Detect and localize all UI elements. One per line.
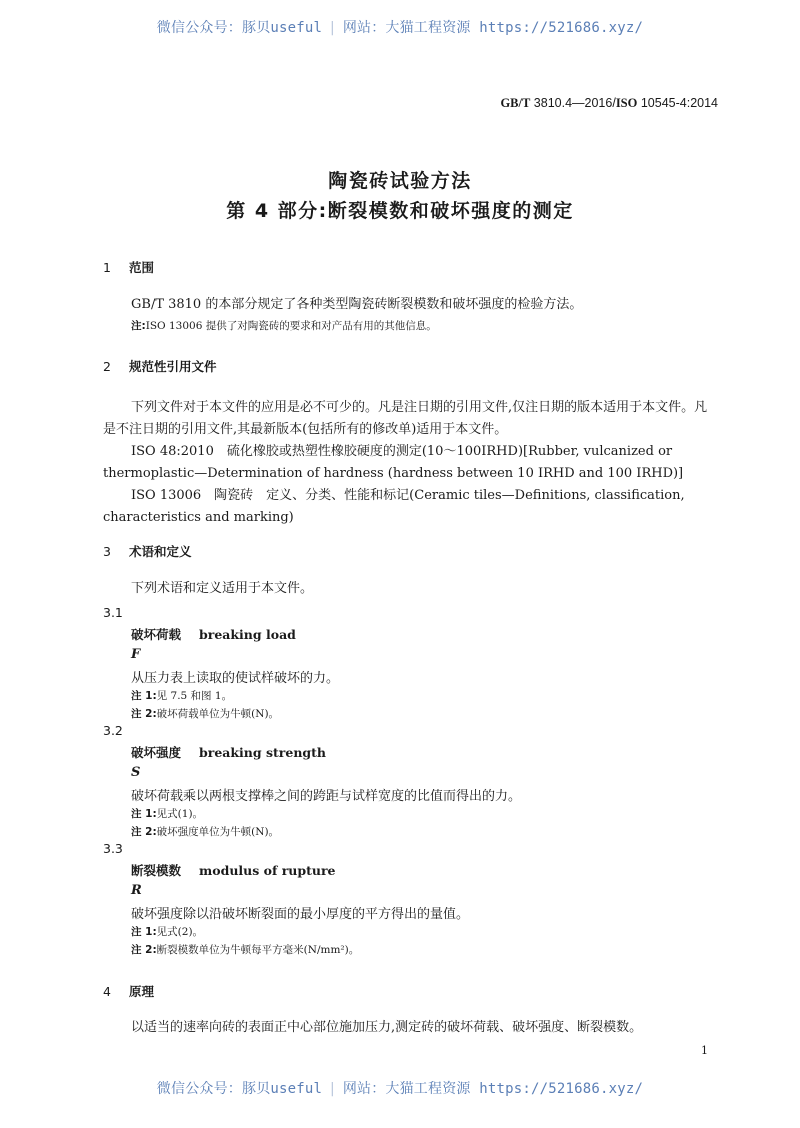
section-heading-3: 3 术语和定义 — [103, 544, 192, 559]
watermark-website: 网站：大猫工程资源 https://521686.xyz/ — [342, 20, 644, 36]
section-2-paragraph: 下列文件对于本文件的应用是必不可少的。凡是注日期的引用文件,仅注日期的版本适用于本文件。凡是不注日期的引用文件,其最新版本(包括所有的修改单)适用于本文件。 — [103, 400, 708, 437]
term-3-2-note-2: 注 2:破坏强度单位为牛顿(N)。 — [131, 826, 280, 838]
term-symbol-s: S — [131, 765, 141, 780]
section-heading-1: 1 范围 — [103, 260, 155, 275]
term-number-3-3: 3.3 — [103, 841, 123, 856]
term-3-3-note-2: 注 2:断裂模数单位为牛顿每平方毫米(N/mm²)。 — [131, 944, 360, 956]
term-3-2-note-1: 注 1:见式(1)。 — [131, 808, 204, 820]
term-breaking-load: 破坏荷载 breaking load — [131, 627, 296, 642]
term-number-3-2: 3.2 — [103, 723, 123, 738]
section-heading-2: 2 规范性引用文件 — [103, 359, 217, 374]
term-definition-3-1: 从压力表上读取的使试样破坏的力。 — [131, 671, 340, 686]
doc-title-line1: 陶瓷砖试验方法 — [328, 170, 472, 192]
watermark-website: 网站：大猫工程资源 https://521686.xyz/ — [342, 1081, 644, 1097]
watermark-bottom — [0, 1078, 800, 1098]
term-symbol-r: R — [131, 883, 142, 898]
term-definition-3-2: 破坏荷载乘以两根支撑棒之间的跨距与试样宽度的比值而得出的力。 — [131, 789, 522, 804]
term-3-3-note-1: 注 1:见式(2)。 — [131, 926, 204, 938]
section-3-paragraph: 下列术语和定义适用于本文件。 — [131, 581, 314, 596]
term-modulus-of-rupture: 断裂模数 modulus of rupture — [131, 863, 336, 878]
watermark-top — [0, 17, 800, 37]
section-4-paragraph: 以适当的速率向砖的表面正中心部位施加压力,测定砖的破坏荷载、破坏强度、断裂模数。 — [131, 1020, 643, 1035]
doc-title-line2: 第 4 部分:断裂模数和破坏强度的测定 — [226, 200, 574, 222]
reference-iso-13006: ISO 13006 陶瓷砖 定义、分类、性能和标记(Ceramic tiles—Definitions, classification, characteristics and marking) — [103, 488, 685, 525]
term-symbol-f: F — [131, 647, 141, 662]
watermark-wechat: 微信公众号：豚贝useful — [156, 20, 323, 36]
page-number: 1 — [701, 1044, 708, 1057]
watermark-wechat: 微信公众号：豚贝useful — [156, 1081, 323, 1097]
reference-iso-48: ISO 48:2010 硫化橡胶或热塑性橡胶硬度的测定(10～100IRHD)[Rubber, vulcanized or thermoplastic—Determination of hardness (hardness between 10 IRHD and 100 IRHD)] — [103, 444, 684, 481]
term-3-1-note-2: 注 2:破坏荷载单位为牛顿(N)。 — [131, 708, 280, 720]
section-heading-4: 4 原理 — [103, 984, 155, 999]
watermark-separator: | — [328, 1081, 337, 1097]
section-1-note: 注:ISO 13006 提供了对陶瓷砖的要求和对产品有用的其他信息。 — [131, 320, 437, 332]
watermark-separator: | — [328, 20, 337, 36]
term-3-1-note-1: 注 1:见 7.5 和图 1。 — [131, 690, 233, 702]
section-1-paragraph: GB/T 3810 的本部分规定了各种类型陶瓷砖断裂模数和破坏强度的检验方法。 — [131, 297, 583, 312]
term-definition-3-3: 破坏强度除以沿破坏断裂面的最小厚度的平方得出的量值。 — [131, 907, 470, 922]
term-number-3-1: 3.1 — [103, 605, 123, 620]
term-breaking-strength: 破坏强度 breaking strength — [131, 745, 327, 760]
standard-number: GB/T 3810.4—2016/ISO 10545-4:2014 — [500, 96, 718, 110]
